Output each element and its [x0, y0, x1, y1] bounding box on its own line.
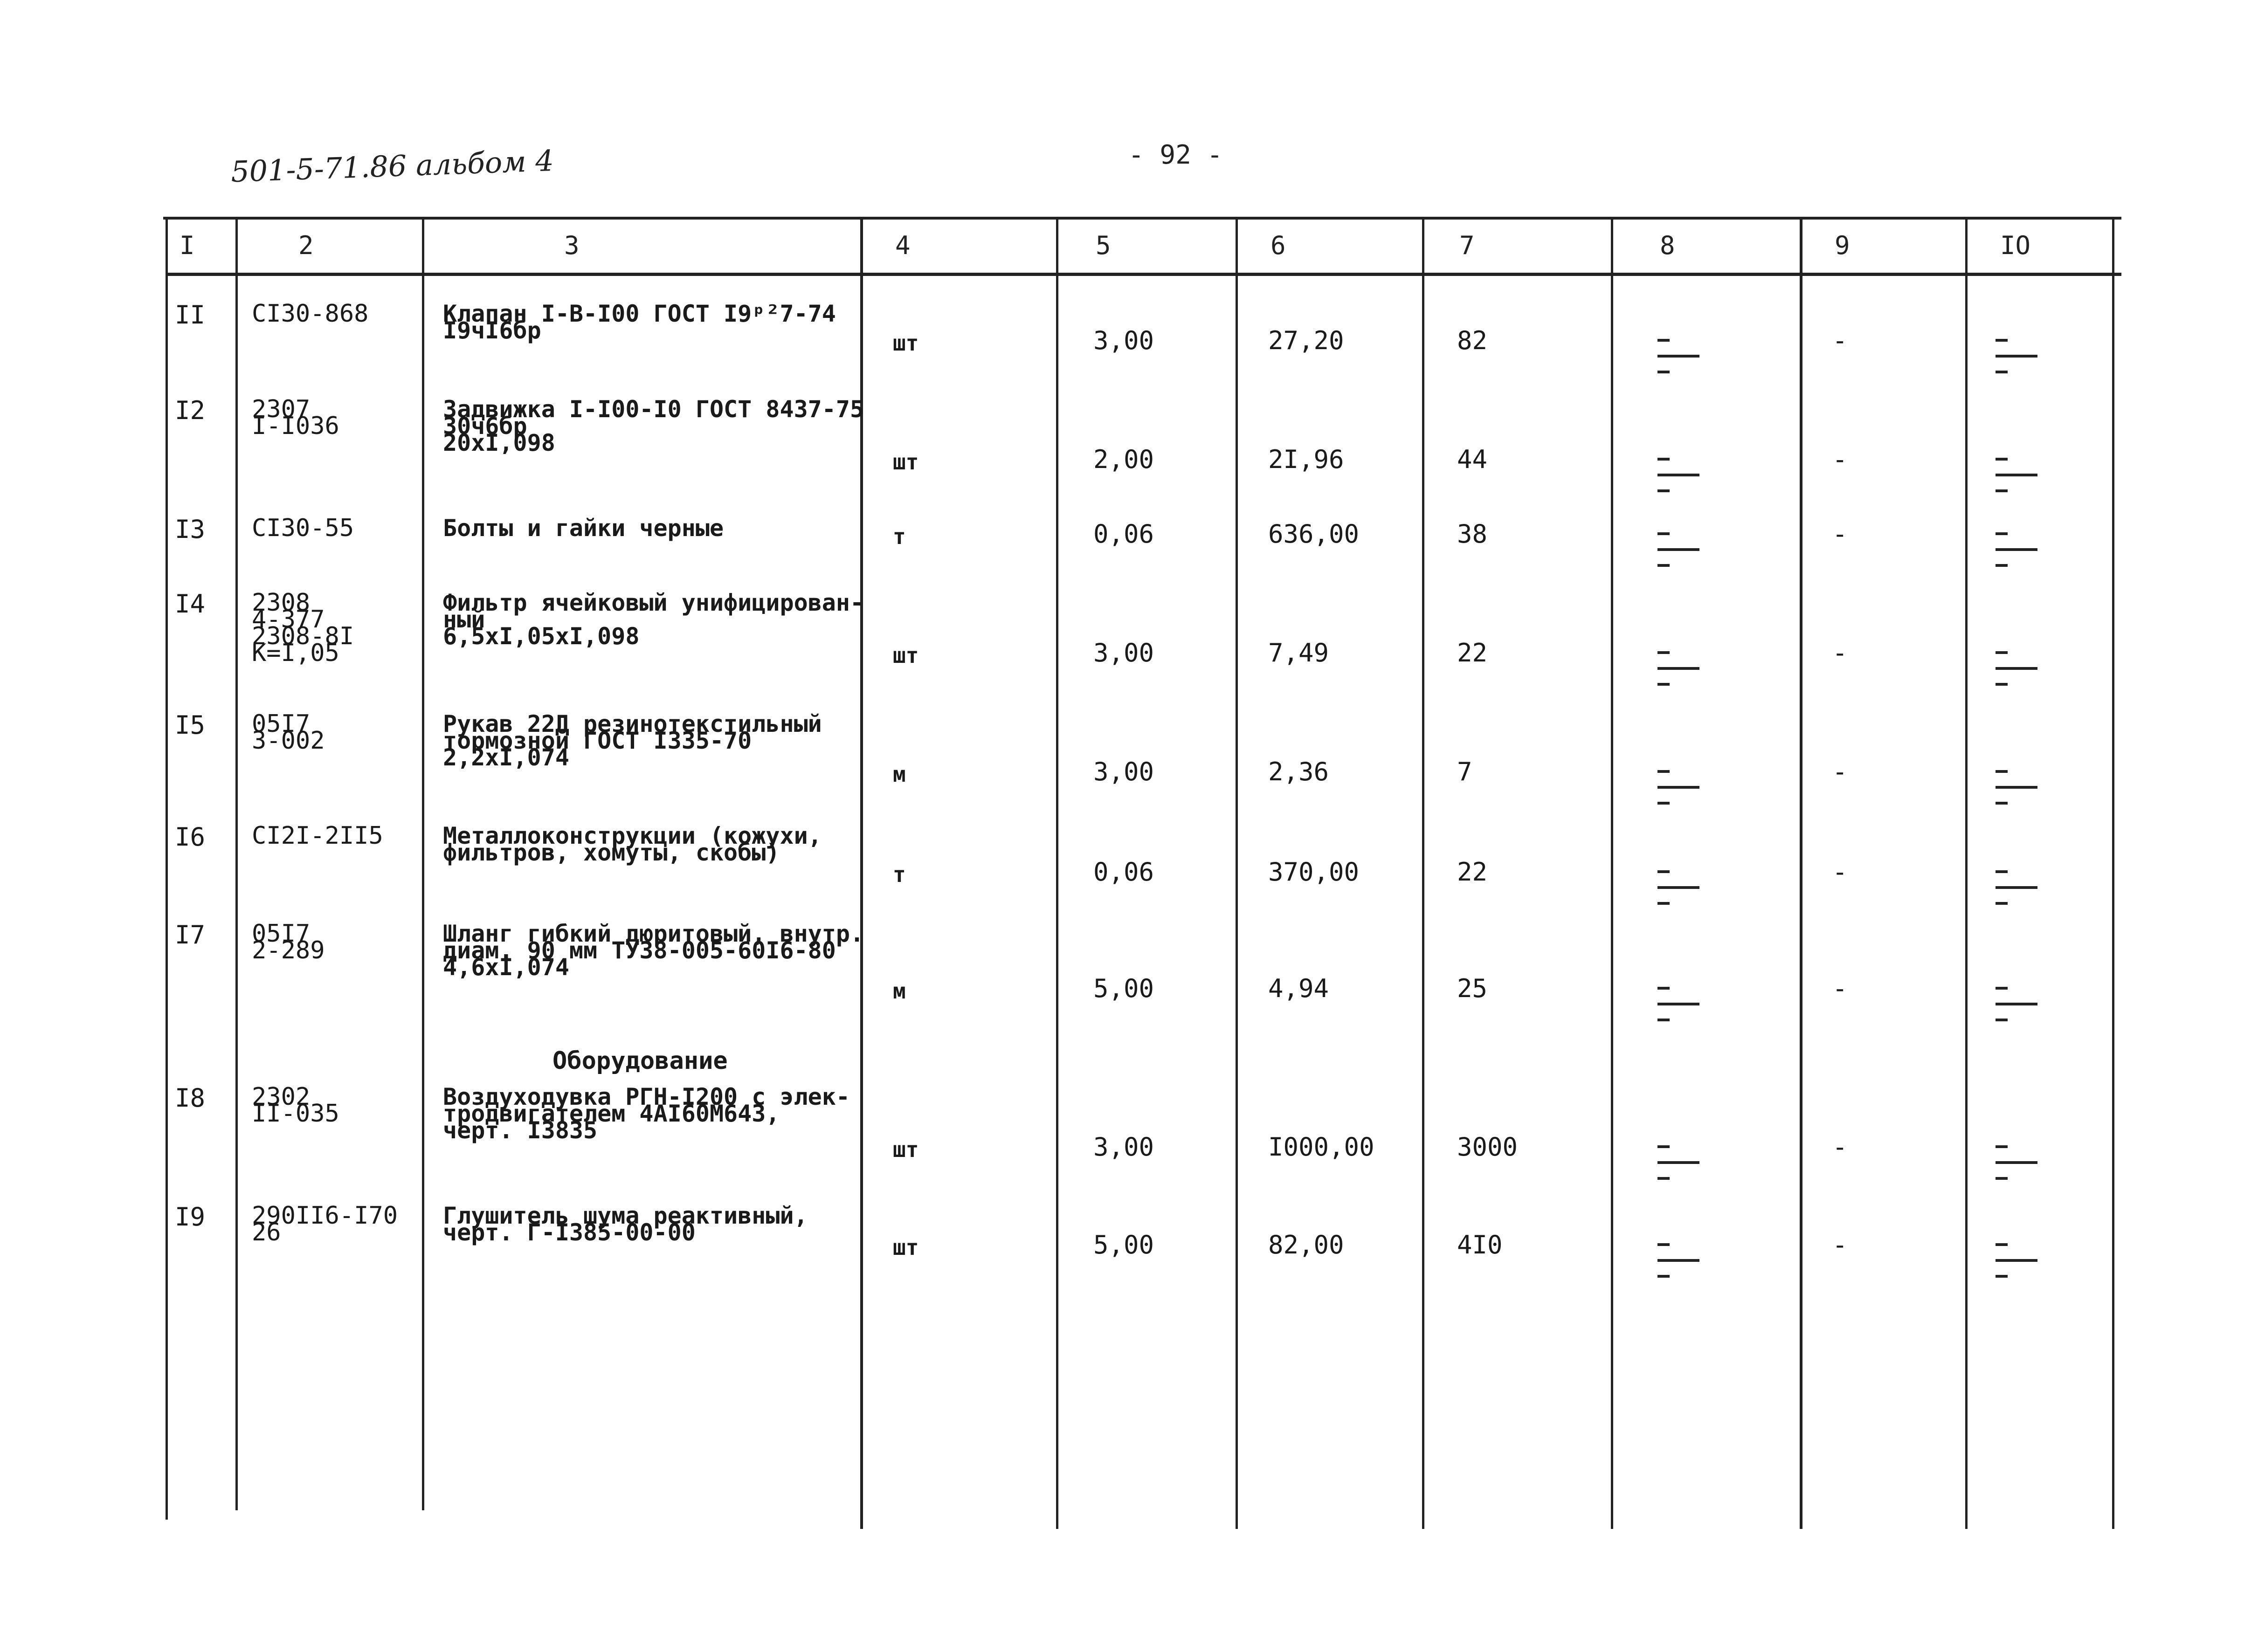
column-9-value: - — [1832, 1230, 1848, 1260]
item-description: Шланг гибкий дюритовый, внутр. диам. 90 мм ТУ38-005-60I6-80 4,6хI,074 — [443, 920, 864, 981]
document-reference: 501-5-71.86 альбом 4 — [230, 143, 554, 189]
row-number: I9 — [175, 1202, 206, 1232]
row-number: I8 — [175, 1083, 206, 1113]
unit-price: 370,00 — [1268, 857, 1360, 887]
row-number: I2 — [175, 396, 206, 425]
column-9-value: - — [1832, 857, 1848, 887]
unit-price: 636,00 — [1268, 519, 1360, 549]
header-bottom-border — [168, 273, 2121, 276]
quantity: 5,00 — [1093, 974, 1154, 1003]
column-9-value: - — [1832, 519, 1848, 549]
column-number: 2 — [298, 231, 314, 260]
column-9-value: - — [1832, 757, 1848, 786]
row-number: I6 — [175, 822, 206, 852]
column-number: 3 — [564, 231, 580, 260]
unit-price: 4,94 — [1268, 974, 1329, 1003]
item-description: Задвижка I-I00-I0 ГОСТ 8437-75 30ч6бр 20хI,098 — [443, 396, 864, 456]
row-number: I3 — [175, 515, 206, 544]
item-code: 2307 I-I036 — [252, 395, 339, 440]
column-divider — [1236, 219, 1238, 1529]
unit-price: 82,00 — [1268, 1230, 1344, 1260]
row-number: I7 — [175, 920, 206, 950]
column-number: IO — [2000, 231, 2031, 260]
unit-price: 2I,96 — [1268, 445, 1344, 474]
total-cost: 22 — [1457, 638, 1488, 668]
item-code: 290II6-I70 26 — [252, 1202, 398, 1246]
item-description: Рукав 22Д резинотекстильный тормозной ГОСТ I335-70 2,2хI,074 — [443, 710, 822, 771]
unit-of-measure: шт — [893, 449, 919, 475]
unit-price: 27,20 — [1268, 326, 1344, 355]
unit-price: I000,00 — [1268, 1132, 1374, 1162]
section-title: Оборудование — [552, 1047, 728, 1075]
unit-of-measure: т — [893, 862, 906, 887]
item-description: Металлоконструкции (кожухи, фильтров, хомуты, скобы) — [443, 822, 822, 866]
unit-of-measure: м — [893, 978, 906, 1004]
column-number: 5 — [1096, 231, 1111, 260]
column-divider — [1800, 219, 1802, 1529]
total-cost: 82 — [1457, 326, 1488, 355]
table-top-border — [163, 217, 2121, 220]
column-divider — [1965, 219, 1968, 1529]
item-description: Клапан I-В-I00 ГОСТ I9ᵖ²7-74 I9чI6бр — [443, 300, 836, 344]
total-cost: 44 — [1457, 445, 1488, 474]
item-description: Болты и гайки черные — [443, 515, 724, 542]
item-code: 05I7 2-289 — [252, 920, 325, 964]
column-number: 9 — [1835, 231, 1850, 260]
quantity: 3,00 — [1093, 326, 1154, 355]
column-divider — [1422, 219, 1424, 1529]
unit-of-measure: шт — [893, 1137, 919, 1162]
row-number: I5 — [175, 710, 206, 740]
unit-of-measure: шт — [893, 643, 919, 668]
quantity: 2,00 — [1093, 445, 1154, 474]
page-number: - 92 - — [1128, 140, 1223, 170]
item-code: 2308 4-377 2308-8I К=I,05 — [252, 589, 354, 667]
item-code: CI2I-2II5 — [252, 822, 383, 850]
unit-of-measure: м — [893, 762, 906, 787]
unit-of-measure: т — [893, 524, 906, 549]
total-cost: 3000 — [1457, 1132, 1518, 1162]
column-number: I — [180, 231, 195, 260]
row-number: I4 — [175, 589, 206, 619]
column-9-value: - — [1832, 638, 1848, 668]
unit-of-measure: шт — [893, 330, 919, 356]
unit-of-measure: шт — [893, 1235, 919, 1260]
column-divider — [2112, 219, 2114, 1529]
item-description: Фильтр ячейковый унифицирован- ный 6,5хI,05хI,098 — [443, 589, 864, 650]
total-cost: 25 — [1457, 974, 1488, 1003]
row-number: II — [175, 300, 206, 330]
column-9-value: - — [1832, 1132, 1848, 1162]
column-9-value: - — [1832, 445, 1848, 474]
quantity: 3,00 — [1093, 638, 1154, 668]
column-divider — [166, 219, 168, 1520]
column-number: 7 — [1459, 231, 1475, 260]
total-cost: 22 — [1457, 857, 1488, 887]
item-code: 05I7 3-002 — [252, 710, 325, 755]
total-cost: 4I0 — [1457, 1230, 1503, 1260]
quantity: 0,06 — [1093, 857, 1154, 887]
quantity: 0,06 — [1093, 519, 1154, 549]
column-number: 8 — [1660, 231, 1675, 260]
column-9-value: - — [1832, 974, 1848, 1003]
column-divider — [235, 219, 238, 1510]
item-description: Глушитель шума реактивный, черт. Г-I385-00-00 — [443, 1202, 808, 1246]
unit-price: 2,36 — [1268, 757, 1329, 786]
item-code: CI30-55 — [252, 514, 354, 542]
column-9-value: - — [1832, 326, 1848, 355]
item-description: Воздуходувка РГН-I200 с элек- тродвигателем 4АI60М643, черт. I3835 — [443, 1083, 850, 1144]
item-code: CI30-868 — [252, 300, 369, 328]
item-code: 2302 II-035 — [252, 1083, 339, 1128]
unit-price: 7,49 — [1268, 638, 1329, 668]
column-divider — [1056, 219, 1058, 1529]
quantity: 5,00 — [1093, 1230, 1154, 1260]
total-cost: 38 — [1457, 519, 1488, 549]
column-number: 4 — [895, 231, 911, 260]
quantity: 3,00 — [1093, 757, 1154, 786]
quantity: 3,00 — [1093, 1132, 1154, 1162]
column-number: 6 — [1271, 231, 1286, 260]
total-cost: 7 — [1457, 757, 1472, 786]
column-divider — [422, 219, 424, 1510]
column-divider — [1611, 219, 1613, 1529]
